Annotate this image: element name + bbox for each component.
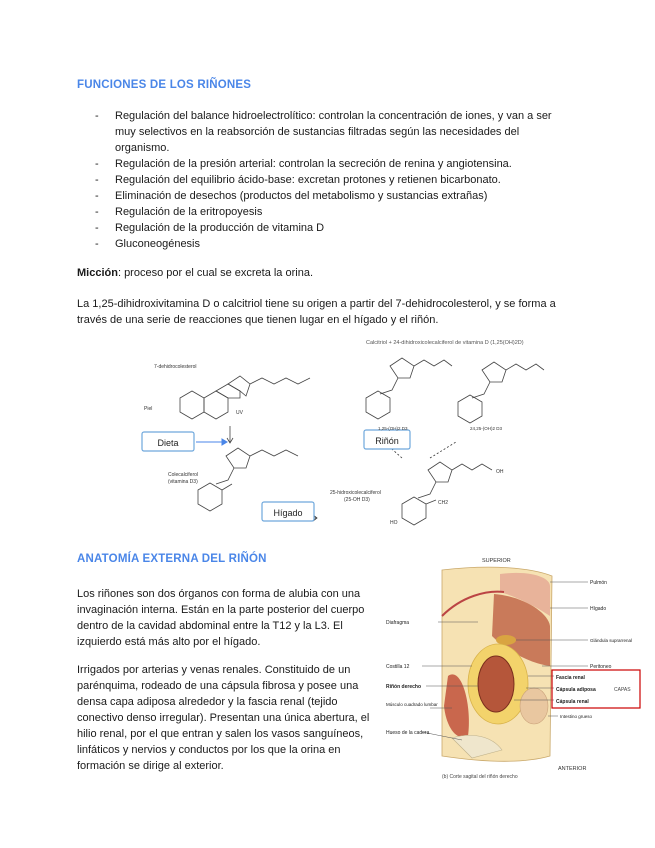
musculo-label: Músculo cuadrado lumbar — [386, 702, 438, 707]
anatomy-paragraph-1: Los riñones son dos órganos con forma de alubia con una invaginación interna. Están en la parte posterior del cuerpo dentro de la cavidad abdominal entre la T12 y la L3. El izquierdo está más alto por el hígado. — [77, 588, 365, 648]
list-item: - Regulación de la presión arterial: controlan la secreción de renina y angiotensina. — [95, 156, 575, 172]
list-item: - Gluconeogénesis — [95, 236, 575, 252]
ho-label: HO — [390, 520, 398, 526]
miccion-paragraph — [77, 265, 577, 281]
struct-b-label: 24,25-(OH)2 D3 — [470, 426, 503, 431]
capas-label: CAPAS — [614, 687, 631, 693]
higado-anat-label: Hígado — [590, 606, 607, 612]
miccion-text: : proceso por el cual se excreta la orina. — [117, 267, 313, 279]
list-item: - Regulación de la eritropoyesis — [95, 204, 575, 220]
costilla-label: Costilla 12 — [386, 664, 410, 670]
superior-label: SUPERIOR — [482, 558, 511, 564]
kidney-anatomy-figure — [382, 556, 642, 782]
figure-caption: (b) Corte sagital del riñón derecho — [442, 774, 518, 780]
capsula-renal-label: Cápsula renal — [556, 699, 589, 705]
vitamina-d3-label: (vitamina D3) — [168, 479, 198, 485]
pulmon-label: Pulmón — [590, 580, 607, 586]
ch2-label: CH2 — [438, 500, 449, 506]
hidroxi-label: 25-hidroxicolecalciferol — [330, 490, 381, 496]
oh-label: OH — [496, 469, 504, 475]
capsula-adiposa-label: Cápsula adiposa — [556, 687, 596, 693]
glandula-label: Glándula suprarrenal — [590, 638, 633, 643]
anatomy-paragraph-2: Irrigados por arterias y venas renales. Constituido de un parénquima, rodeado de una cápsula fibrosa y posee una densa capa adiposa alrededor y la fascia renal (tejido conectivo denso irregular). Presentan una única abertura, el hilio renal, por el que entran y salen los vasos sanguíneos, linfáticos y nervios y conductos por los que la orina en formación se dirige al exterior. — [77, 664, 370, 772]
hueso-label: Hueso de la cadera — [386, 730, 430, 736]
figure-header: Calcitriol + 24-dihidroxicolecalciferol de vitamina D (1,25(OH)2D) — [366, 340, 524, 346]
functions-list — [95, 108, 575, 252]
hidroxi-sub-label: (25-OH D3) — [344, 497, 370, 503]
rinon-derecho-label: Riñón derecho — [386, 684, 422, 690]
struct-a-label: 1,25-(OH)2 D3 — [378, 426, 408, 431]
intestino-label: Intestino grueso — [560, 714, 593, 719]
higado-label: Hígado — [273, 508, 303, 518]
fascia-label: Fascia renal — [556, 675, 585, 681]
dieta-label: Dieta — [157, 438, 179, 448]
list-item: - Eliminación de desechos (productos del metabolismo y sustancias extrañas) — [95, 188, 575, 204]
vitamin-d-pathway-figure — [140, 338, 550, 538]
diafragma-label: Diafragma — [386, 620, 410, 626]
list-item: - Regulación del balance hidroelectrolítico: controlan la concentración de iones, y van a ser muy selectivos en la reabsorción de sustancias filtradas según las necesidades del organismo. — [95, 108, 575, 156]
rinon-label: Riñón — [375, 436, 399, 446]
miccion-term: Micción — [77, 267, 118, 279]
list-item: - Regulación de la producción de vitamina D — [95, 220, 575, 236]
list-item: - Regulación del equilibrio ácido-base: excretan protones y retienen bicarbonato. — [95, 172, 575, 188]
dehydro-label: 7-dehidrocolesterol — [154, 364, 197, 370]
section-title-funciones: FUNCIONES DE LOS RIÑONES — [77, 79, 252, 91]
uv-label: UV — [236, 410, 243, 416]
vitamin-d-paragraph: La 1,25-dihidroxivitamina D o calcitriol tiene su origen a partir del 7-dehidrocolesterol, y se forma a través de una serie de reacciones que tienen lugar en el hígado y el riñón. — [77, 298, 556, 326]
anterior-label: ANTERIOR — [558, 766, 587, 772]
section-title-anatomia: ANATOMÍA EXTERNA DEL RIÑÓN — [77, 553, 267, 565]
peritoneo-label: Peritoneo — [590, 664, 612, 670]
piel-label: Piel — [144, 406, 153, 412]
colecalciferol-label: Colecalciferol — [168, 472, 199, 478]
